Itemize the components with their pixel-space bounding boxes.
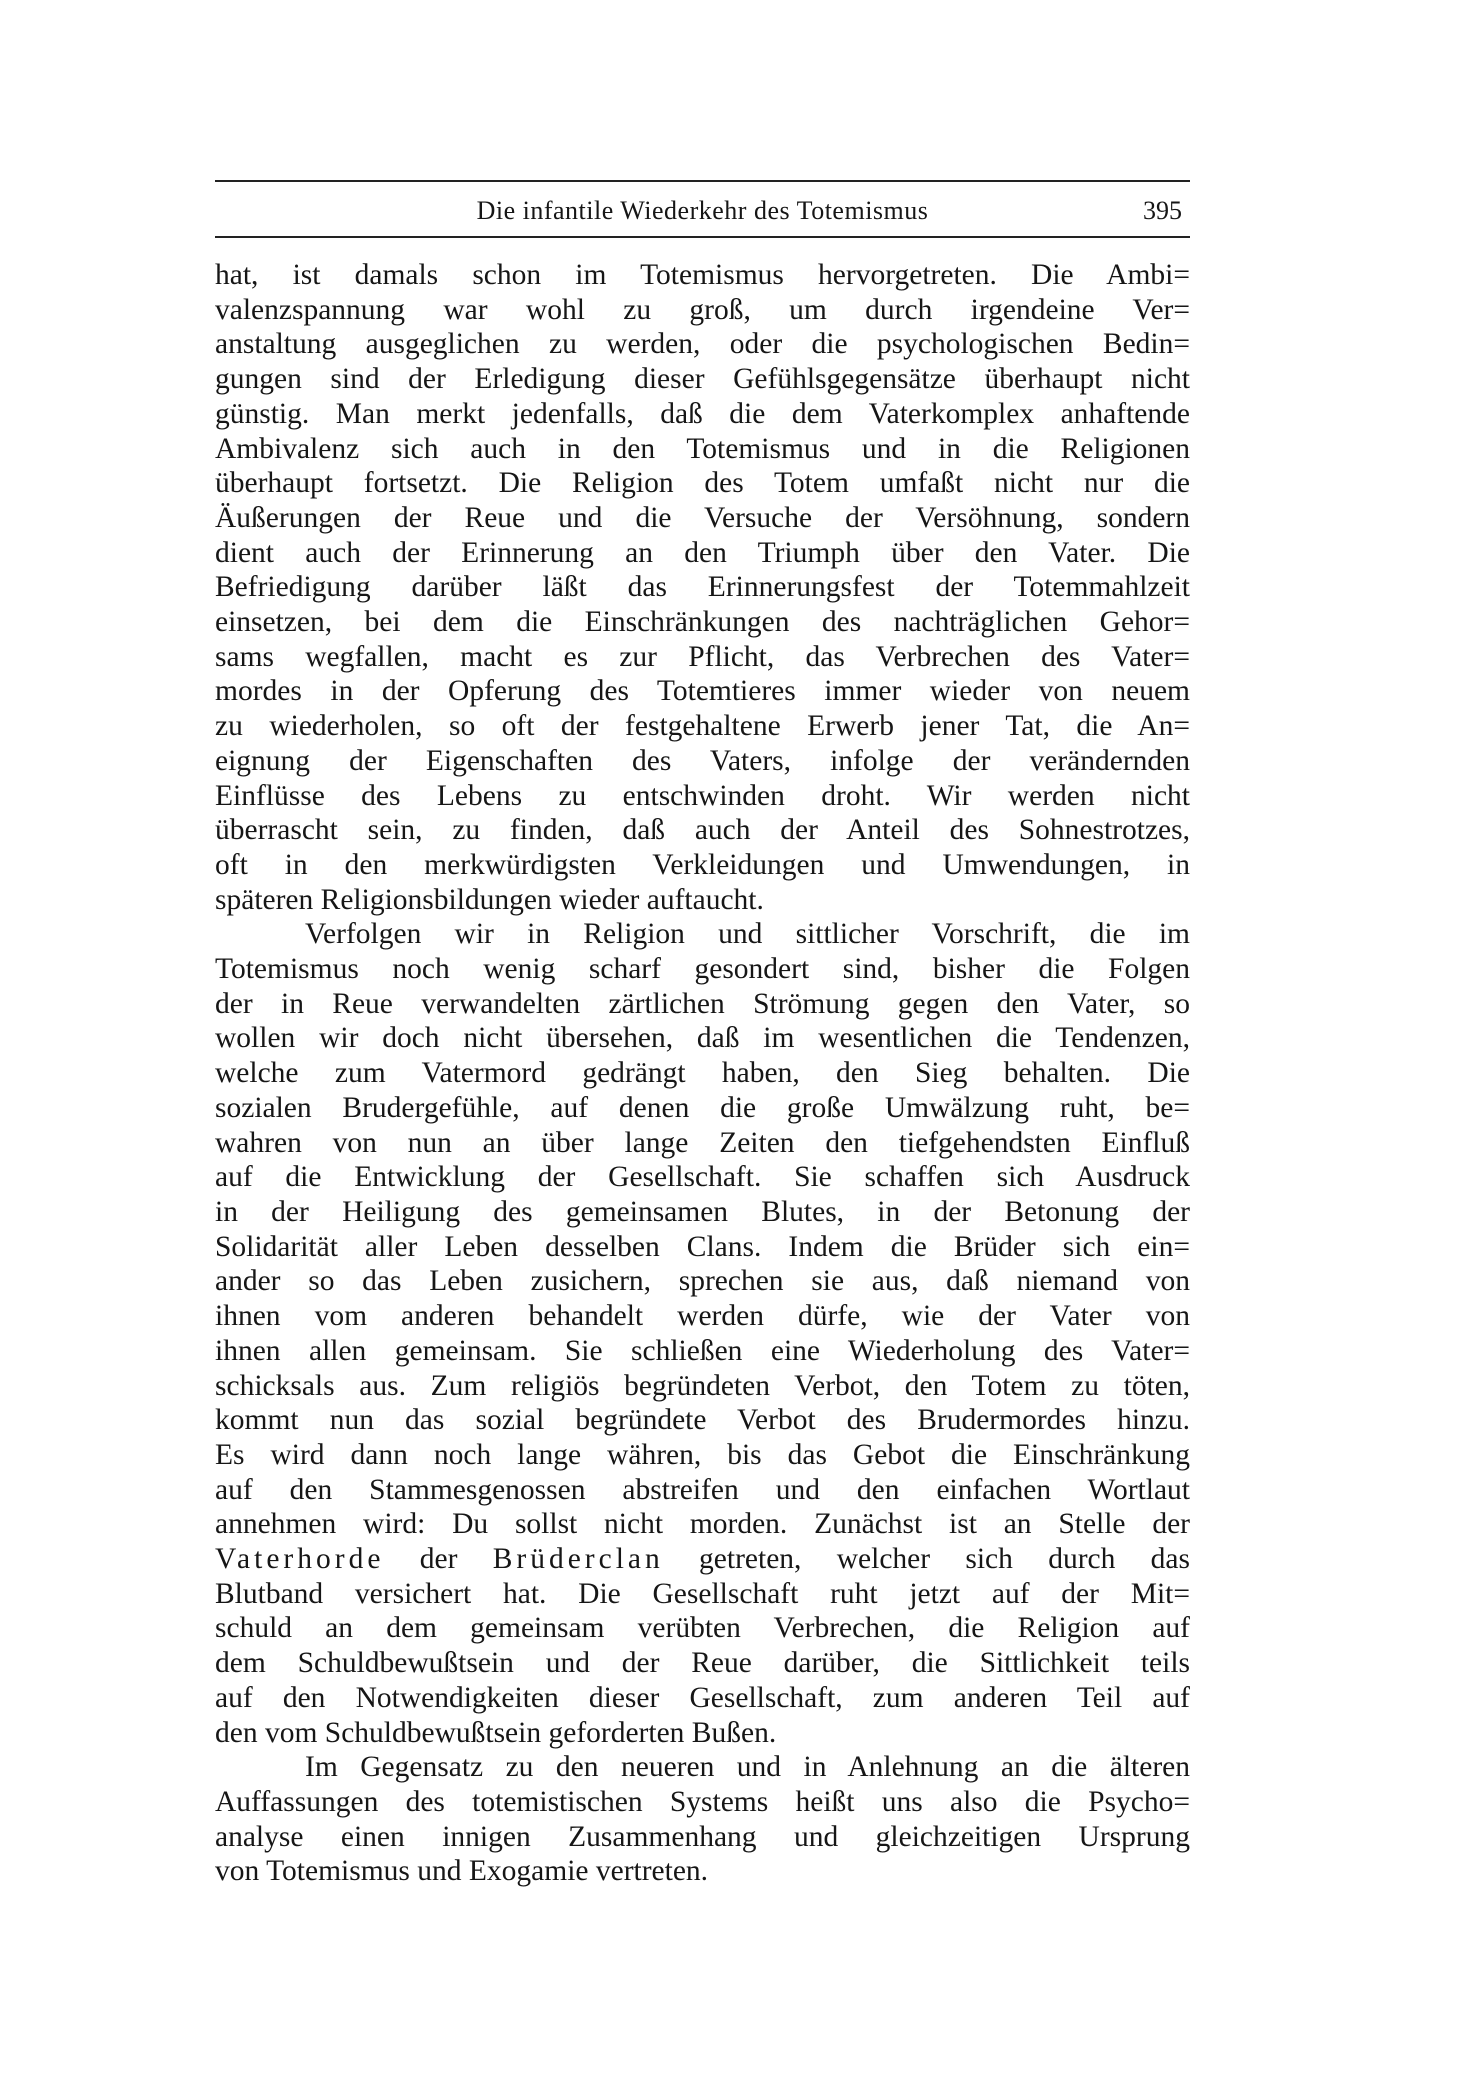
text-line: welche zum Vatermord gedrängt haben, den Sieg behalten. Die (215, 1057, 1190, 1090)
text-line: ander so das Leben zusichern, sprechen sie aus, daß niemand von (215, 1265, 1190, 1298)
text-line: Verfolgen wir in Religion und sittlicher Vorschrift, die im (305, 918, 1190, 951)
paragraph-1 (215, 258, 1190, 917)
text-line: kommt nun das sozial begründete Verbot des Brudermordes hinzu. (215, 1404, 1190, 1437)
text-line: von Totemismus und Exogamie vertreten. (215, 1855, 709, 1888)
spaced-phrase: Vaterhorde (215, 1543, 385, 1576)
text-line: sams wegfallen, macht es zur Pflicht, das Verbrechen des Vater= (215, 640, 1190, 673)
text-line: Totemismus noch wenig scharf gesondert sind, bisher die Folgen (215, 953, 1190, 986)
text-line: in der Heiligung des gemeinsamen Blutes, in der Betonung der (215, 1195, 1190, 1228)
text-line: Blutband versichert hat. Die Gesellschaft ruht jetzt auf der Mit= (215, 1577, 1190, 1610)
text-line: auf den Stammesgenossen abstreifen und den einfachen Wortlaut (215, 1473, 1190, 1506)
text-line: überrascht sein, zu finden, daß auch der Anteil des Sohnestrotzes, (215, 814, 1190, 847)
text-line: hat, ist damals schon im Totemismus hervorgetreten. Die Ambi= (215, 259, 1190, 291)
text-line: schicksals aus. Zum religiös begründeten Verbot, den Totem zu töten, (215, 1369, 1190, 1402)
paragraph-2 (215, 917, 1190, 1750)
text-line: Im Gegensatz zu den neueren und in Anlehnung an die älteren (305, 1751, 1190, 1784)
body-text (215, 258, 1190, 1889)
text-line: mordes in der Opferung des Totemtieres immer wieder von neuem (215, 675, 1190, 708)
text-line: gungen sind der Erledigung dieser Gefühlsgegensätze überhaupt nicht (215, 363, 1190, 396)
text-line: eignung der Eigenschaften des Vaters, infolge der verändernden (215, 744, 1190, 777)
page-number: 395 (1143, 196, 1182, 225)
text-line: analyse einen innigen Zusammenhang und gleichzeitigen Ursprung (215, 1820, 1190, 1853)
text-line: Ambivalenz sich auch in den Totemismus und in die Religionen (215, 432, 1190, 465)
text-line: ihnen allen gemeinsam. Sie schließen eine Wiederholung des Vater= (215, 1334, 1190, 1367)
running-title: Die infantile Wiederkehr des Totemismus (476, 196, 929, 225)
text-line: valenzspannung war wohl zu groß, um durch irgendeine Ver= (215, 293, 1190, 326)
text-line: sozialen Brudergefühle, auf denen die große Umwälzung ruht, be= (215, 1091, 1190, 1124)
text-line: anstaltung ausgeglichen zu werden, oder die psychologischen Bedin= (215, 328, 1190, 361)
text-line: zu wiederholen, so oft der festgehaltene Erwerb jener Tat, die An= (215, 710, 1190, 743)
spaced-phrase: Brüderclan (492, 1543, 664, 1576)
text-line: Auffassungen des totemistischen Systems heißt uns also die Psycho= (215, 1785, 1190, 1818)
text-line: Es wird dann noch lange währen, bis das Gebot die Einschränkung (215, 1438, 1190, 1471)
text-line-spaced: Vaterhorde der Brüderclan getreten, welcher sich durch das (215, 1543, 1190, 1576)
text-line: dem Schuldbewußtsein und der Reue darüber, die Sittlichkeit teils (215, 1647, 1190, 1680)
text-line: späteren Religionsbildungen wieder auftaucht. (215, 883, 764, 916)
text-line: wollen wir doch nicht übersehen, daß im wesentlichen die Tendenzen, (215, 1022, 1190, 1055)
text-line: wahren von nun an über lange Zeiten den tiefgehendsten Einfluß (215, 1126, 1190, 1159)
text-line: Solidarität aller Leben desselben Clans. Indem die Brüder sich ein= (215, 1230, 1190, 1263)
paragraph-3 (215, 1750, 1190, 1889)
text-line: oft in den merkwürdigsten Verkleidungen und Umwendungen, in (215, 848, 1190, 881)
text-line: den vom Schuldbewußtsein geforderten Bußen. (215, 1716, 777, 1749)
running-header (215, 180, 1190, 238)
text-line: Befriedigung darüber läßt das Erinnerungsfest der Totemmahlzeit (215, 571, 1190, 604)
text-line: Äußerungen der Reue und die Versuche der Versöhnung, sondern (215, 501, 1190, 534)
text-line: annehmen wird: Du sollst nicht morden. Zunächst ist an Stelle der (215, 1508, 1190, 1541)
text-line: dient auch der Erinnerung an den Triumph über den Vater. Die (215, 536, 1190, 569)
text-line: der in Reue verwandelten zärtlichen Strömung gegen den Vater, so (215, 987, 1190, 1020)
text-line: einsetzen, bei dem die Einschränkungen des nachträglichen Gehor= (215, 606, 1190, 639)
book-page (215, 180, 1190, 1889)
text-line: auf die Entwicklung der Gesellschaft. Sie schaffen sich Ausdruck (215, 1161, 1190, 1194)
text-line: auf den Notwendigkeiten dieser Gesellschaft, zum anderen Teil auf (215, 1681, 1190, 1714)
text-line: günstig. Man merkt jedenfalls, daß die dem Vaterkomplex anhaftende (215, 397, 1190, 430)
text-line: Einflüsse des Lebens zu entschwinden droht. Wir werden nicht (215, 779, 1190, 812)
text-line: ihnen vom anderen behandelt werden dürfe, wie der Vater von (215, 1300, 1190, 1333)
text-line: schuld an dem gemeinsam verübten Verbrechen, die Religion auf (215, 1612, 1190, 1645)
text-line: überhaupt fortsetzt. Die Religion des Totem umfaßt nicht nur die (215, 467, 1190, 500)
